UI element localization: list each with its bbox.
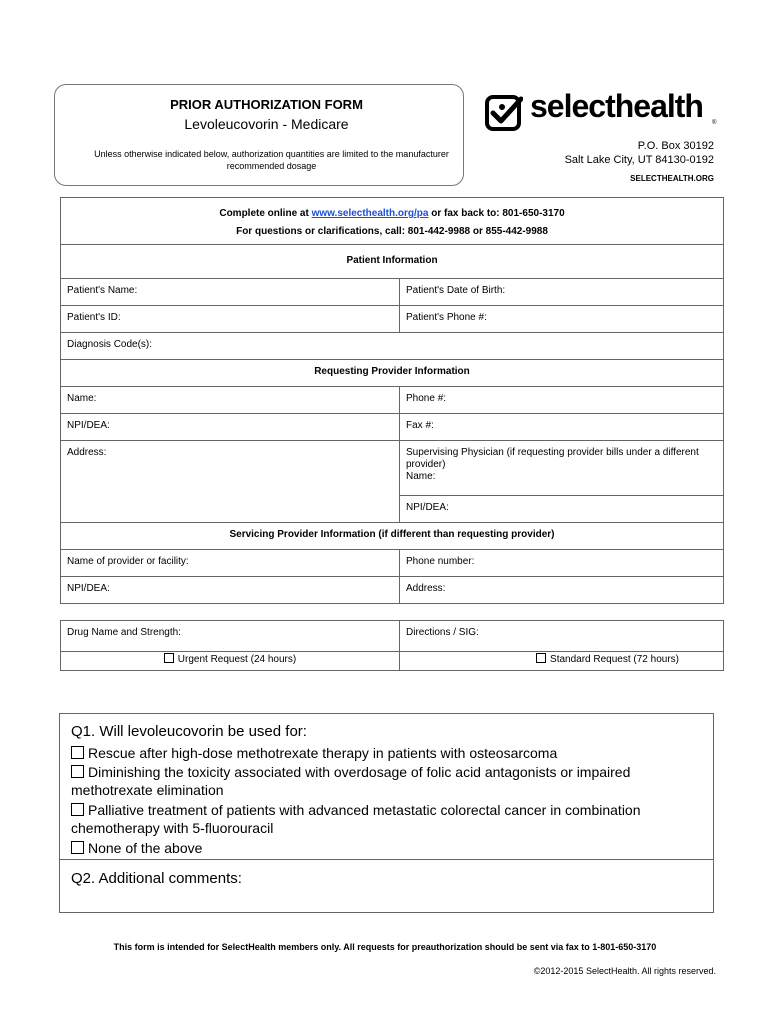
logo-registered-mark: ® xyxy=(712,120,717,126)
standard-request-option[interactable] xyxy=(400,652,724,671)
drug-info-table xyxy=(60,620,724,671)
supervising-name-label: Name: xyxy=(406,471,436,482)
diagnosis-code-field[interactable]: Diagnosis Code(s): xyxy=(61,333,724,360)
logo-brand: selecthealth xyxy=(530,88,703,124)
selecthealth-logo-icon xyxy=(485,93,523,133)
q1-option-none-checkbox[interactable] xyxy=(71,841,84,854)
urgent-request-checkbox[interactable] xyxy=(164,653,174,663)
q1-option-none[interactable]: None of the above xyxy=(71,839,202,857)
supervising-physician-label: Supervising Physician (if requesting provider bills under a different provider) xyxy=(406,447,699,470)
drug-name-field[interactable]: Drug Name and Strength: xyxy=(61,621,400,652)
servicing-provider-heading: Servicing Provider Information (if different than requesting provider) xyxy=(61,523,724,550)
form-title: PRIOR AUTHORIZATION FORM xyxy=(170,97,363,112)
urgent-request-option[interactable] xyxy=(61,652,400,671)
standard-request-label: Standard Request (72 hours) xyxy=(550,654,679,665)
website-label: SELECTHEALTH.ORG xyxy=(630,174,714,183)
intro-cell xyxy=(61,198,724,245)
patient-id-field[interactable]: Patient's ID: xyxy=(61,306,400,333)
servicing-npi-field[interactable]: NPI/DEA: xyxy=(61,577,400,604)
requesting-npi-field[interactable]: NPI/DEA: xyxy=(61,414,400,441)
form-subtitle: Levoleucovorin - Medicare xyxy=(184,116,349,132)
requesting-phone-field[interactable]: Phone #: xyxy=(400,387,724,414)
servicing-address-field[interactable]: Address: xyxy=(400,577,724,604)
supervising-npi-field[interactable]: NPI/DEA: xyxy=(400,496,724,523)
standard-request-checkbox[interactable] xyxy=(536,653,546,663)
q1-option-toxicity-checkbox[interactable] xyxy=(71,765,84,778)
address-line1: P.O. Box 30192 xyxy=(637,140,714,152)
q1-option-rescue-checkbox[interactable] xyxy=(71,746,84,759)
requesting-provider-heading: Requesting Provider Information xyxy=(61,360,724,387)
supervising-physician-field[interactable] xyxy=(400,441,724,496)
provider-info-table xyxy=(60,197,724,604)
requesting-name-field[interactable]: Name: xyxy=(61,387,400,414)
patient-info-heading: Patient Information xyxy=(61,245,724,279)
servicing-phone-field[interactable]: Phone number: xyxy=(400,550,724,577)
form-note-line2: recommended dosage xyxy=(226,161,317,171)
questions-divider xyxy=(59,859,714,860)
q1-option-rescue[interactable]: Rescue after high-dose methotrexate therapy in patients with osteosarcoma xyxy=(71,744,557,762)
urgent-request-label: Urgent Request (24 hours) xyxy=(177,654,297,665)
address-line2: Salt Lake City, UT 84130-0192 xyxy=(564,154,714,166)
question-2: Q2. Additional comments: xyxy=(71,870,242,887)
requesting-address-field[interactable]: Address: xyxy=(61,441,400,523)
questions-phone: For questions or clarifications, call: 801-442-9988 or 855-442-9988 xyxy=(236,226,548,237)
q1-option-toxicity[interactable]: Diminishing the toxicity associated with overdosage of folic acid antagonists or impaired methotrexate elimination xyxy=(71,764,631,798)
directions-field[interactable]: Directions / SIG: xyxy=(400,621,724,652)
q1-option-palliative-checkbox[interactable] xyxy=(71,803,84,816)
requesting-fax-field[interactable]: Fax #: xyxy=(400,414,724,441)
online-pa-link[interactable]: www.selecthealth.org/pa xyxy=(311,208,429,219)
servicing-name-field[interactable]: Name of provider or facility: xyxy=(61,550,400,577)
q1-option-palliative[interactable]: Palliative treatment of patients with advanced metastatic colorectal cancer in combination chemotherapy with 5-fluorouracil xyxy=(71,802,641,836)
patient-phone-field[interactable]: Patient's Phone #: xyxy=(400,306,724,333)
form-note-line1: Unless otherwise indicated below, authorization quantities are limited to the manufacturer xyxy=(94,149,449,159)
patient-name-field[interactable]: Patient's Name: xyxy=(61,279,400,306)
footer-copyright: ©2012-2015 SelectHealth. All rights reserved. xyxy=(533,966,716,976)
question-1: Q1. Will levoleucovorin be used for: xyxy=(71,723,307,740)
online-instructions: Complete online at www.selecthealth.org/pa or fax back to: 801-650-3170 xyxy=(219,208,565,219)
form-note xyxy=(64,148,479,172)
footer-notice: This form is intended for SelectHealth members only. All requests for preauthorization should be sent via fax to 1-801-650-3170 xyxy=(113,942,657,952)
patient-dob-field[interactable]: Patient's Date of Birth: xyxy=(400,279,724,306)
